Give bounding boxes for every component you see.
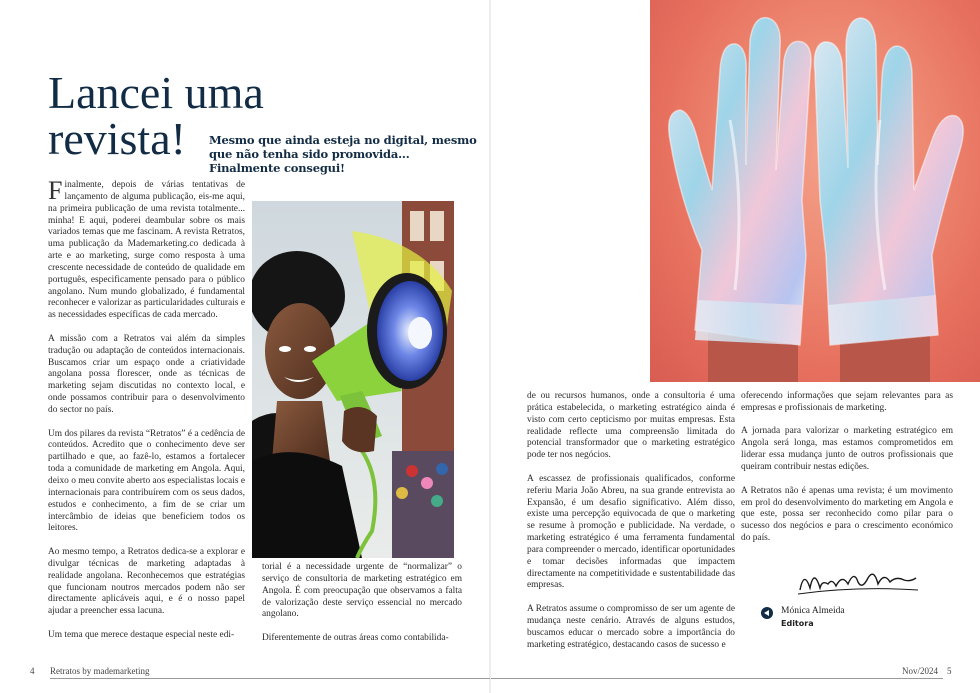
paragraph: Um dos pilares da revista “Retratos” é a cedência de conteúdos. Acredito que o conhecimento deve ser partilhado e que, ao fazê-lo, estamos a fortalecer toda a comunidade de marketing em Angola. Aqui, deixo o meu convite aberto aos especialistas locais e internacionais para contribuírem com os seus dados, estudos e conhecimento, a fim de se criar um intercâmbio de ideias que beneficiem todos os leitores.	[48, 428, 245, 534]
page-gutter	[489, 0, 491, 693]
paragraph: Diferentemente de outras áreas como contabilida-	[262, 633, 449, 644]
author-name: Mónica Almeida	[781, 606, 845, 616]
footer-rule-left	[50, 678, 490, 679]
text-column-2	[262, 562, 462, 652]
paragraph: A Retratos assume o compromisso de ser um agente de mudança neste cenário. Através de alguns estudos, buscamos educar o mercado sobre a importância do marketing estratégico, destacando casos de sucesso e	[527, 604, 735, 650]
paragraph: A missão com a Retratos vai além da simples tradução ou adaptação de conteúdos internacionais. Buscamos criar um espaço onde a criatividade angolana possa florescer, onde as técnicas de marketing sejam discutidas no contexto local, e onde possamos contribuir para o desenvolvimento do sector no país.	[48, 333, 245, 415]
paragraph: A escassez de profissionais qualificados, conforme referiu Maria João Abreu, na sua grande entrevista ao Expansão, é um desafio significativo. Além disso, existe uma percepção equivocada de que o marketing se resume à promoção e publicidade. Na verdade, o marketing estratégico é uma ferramenta fundamental para compreender o mercado, identificar oportunidades e tomar decisões informadas que impactem directamente na competitividade e sustentabilidade das empresas.	[527, 473, 735, 591]
paragraph: oferecendo informações que sejam relevantes para as empresas e profissionais de marketing.	[741, 391, 953, 413]
footer-rule-right	[491, 678, 943, 679]
paragraph: de ou recursos humanos, onde a consultoria é uma prática estabelecida, o marketing estratégico ainda é visto com certo cepticismo por muitas empresas. Esta realidade reflecte uma compreensão limitada do potencial transformador que o marketing estratégico pode ter nos negócios.	[527, 391, 735, 461]
author-role: Editora	[781, 619, 814, 628]
holographic-gloves-photo	[650, 0, 980, 382]
paragraph: A Retratos não é apenas uma revista; é um movimento em prol do desenvolvimento do marketing em Angola e que este, possa ser reconhecido como pilar para o sucesso dos negócios e para o crescimento económico do país.	[741, 485, 953, 544]
article-subtitle: Mesmo que ainda esteja no digital, mesmo que não tenha sido promovida... Finalmente consegui!	[209, 133, 477, 175]
paragraph: A jornada para valorizar o marketing estratégico em Angola será longa, mas estamos comprometidos em liderar essa mudança junto de outros profissionais que queiram contribuir nestas edições.	[741, 426, 953, 473]
author-signature	[796, 560, 921, 600]
text-column-3	[527, 391, 735, 651]
drop-cap: F	[48, 180, 63, 205]
paragraph: Ao mesmo tempo, a Retratos dedica-se a explorar e divulgar técnicas de marketing adaptadas à realidade angolana. Reconhecemos que estratégias que funcionam noutros mercados podem não ser directamente aplicáveis aqui, e é o nosso papel ajudar a preencher essa lacuna.	[48, 547, 245, 617]
page-number-right: 5	[947, 666, 952, 676]
paragraph: torial é a necessidade urgente de “normalizar” o serviço de consultoria de marketing estratégico em Angola. É com preocupação que observamos a falta de valorização deste serviço essencial no mercado angolano.	[262, 562, 462, 620]
text-column-1	[48, 180, 245, 650]
paragraph: Finalmente, depois de várias tentativas de lançamento de alguma publicação, eis-me aqui, na primeira publicação de uma revista totalmente... minha! E aqui, poderei deambular sobre os mais variados temas que me fascinam. A revista Retratos, uma publicação da Mademarketing.co dedicada à arte e ao marketing, surge como resposta à uma crescente necessidade de conteúdo de qualidade em português, especificamente pensado para o público angolano. Num mundo globalizado, é fundamental reconhecer e valorizar as particularidades culturais e as necessidades específicas de cada mercado.	[48, 180, 245, 321]
magazine-name: Retratos by mademarketing	[50, 666, 150, 676]
text-column-4	[741, 391, 953, 551]
back-arrow-icon	[761, 607, 773, 619]
article-title: Lancei uma revista!	[48, 67, 264, 164]
issue-date: Nov/2024	[902, 666, 938, 676]
page-number-left: 4	[30, 666, 35, 676]
paragraph: Um tema que merece destaque especial neste edi-	[48, 629, 235, 640]
megaphone-woman-photo	[252, 201, 454, 558]
